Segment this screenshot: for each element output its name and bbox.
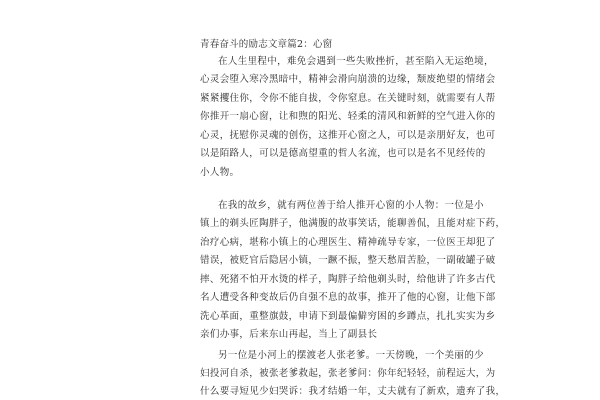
paragraph-1-line-3: 紧紧攫住你，令你不能自拔，令你窒息。在关键时刻，就需要有人帮 [200, 93, 496, 104]
paragraph-3-line-3: 什么要寻短见少妇哭诉：我才结婚一年，丈夫就有了新欢，遗弃了我， [200, 386, 506, 397]
article-title: 青春奋斗的励志文章篇2：心窗 [200, 39, 333, 50]
paragraph-2-line-4: 错误，被贬官后隐居小镇，一蹶不振，整天愁眉苦脸，一副破罐子破 [200, 255, 496, 266]
paragraph-2-line-3: 治疗心病，堪称小镇上的心理医生、精神疏导专家，一位医王却犯了 [200, 237, 496, 248]
paragraph-2-line-6: 名人遭受各种变故后仍自强不息的故事，推开了他的心窗，让他下部 [200, 292, 496, 303]
paragraph-2-line-8: 亲们办事，后来东山再起，当上了副县长 [200, 329, 378, 340]
paragraph-1-line-1: 在人生里程中，难免会遇到一些失败挫折，甚至陷入无运绝境， [218, 56, 494, 67]
paragraph-1-line-2: 心灵会堕入寒冷黑暗中，精神会滑向崩溃的边缘，颓废绝望的情绪会 [200, 74, 496, 85]
paragraph-3-line-1: 另一位是小河上的摆渡老人张老爹。一天傍晚，一个美丽的少 [218, 350, 484, 361]
paragraph-2-line-5: 摔、死猪不怕开水烫的样子，陶胖子给他剃头时，给他讲了许多古代 [200, 274, 496, 285]
paragraph-1-line-6: 以是陌路人，可以是德高望重的哲人名流，也可以是名不见经传的 [200, 148, 486, 159]
paragraph-3-line-2: 妇投河自杀，被张老爹救起，张老爹问：你年纪轻轻，前程远大，为 [200, 368, 496, 379]
paragraph-2-line-7: 洗心革面，重整旗鼓，申请下到最偏僻穷困的乡蹲点，扎扎实实为乡 [200, 311, 496, 322]
paragraph-1-line-4: 你推开一扇心窗，让和煦的阳光、轻柔的清风和新鲜的空气进入你的 [200, 111, 496, 122]
paragraph-2-line-2: 镇上的剃头匠陶胖子，他满腹的故事笑话，能聊善侃，且能对症下药， [200, 218, 506, 229]
paragraph-2-line-1: 在我的故乡，就有两位善于给人推开心窗的小人物：一位是小 [218, 200, 484, 211]
paragraph-1-line-5: 心灵，抚慰你灵魂的创伤，这推开心窗之人，可以是亲朋好友，也可 [200, 130, 496, 141]
paragraph-1-line-7: 小人物。 [200, 167, 240, 178]
